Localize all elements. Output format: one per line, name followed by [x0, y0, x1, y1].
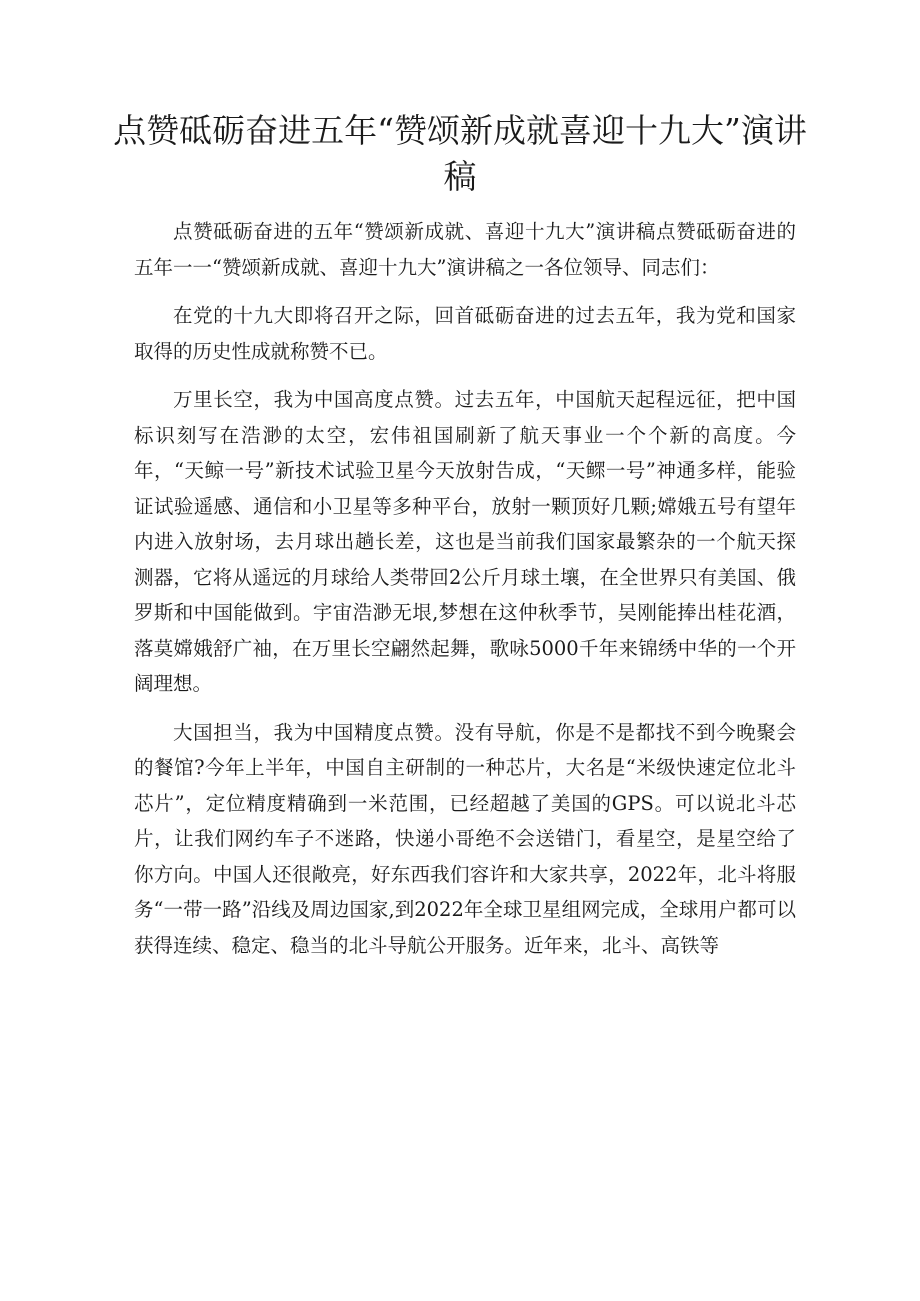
- document-title: 点赞砥砺奋进五年“赞颂新成就喜迎十九大”演讲稿: [113, 111, 807, 196]
- paragraph: 点赞砥砺奋进的五年“赞颂新成就、喜迎十九大”演讲稿点赞砥砺奋进的五年一一“赞颂新成就、喜迎十九大”演讲稿之一各位领导、同志们：: [134, 220, 796, 279]
- document-body: [134, 214, 796, 976]
- paragraph: 大国担当，我为中国精度点赞。没有导航，你是不是都找不到今晚聚会的餐馆?今年上半年，中国自主研制的一种芯片，大名是“米级快速定位北斗芯片”，定位精度精确到一米范围，已经超越了美国的GPS。可以说北斗芯片，让我们网约车子不迷路，快递小哥绝不会送错门，看星空，是星空给了你方向。中国人还很敞亮，好东西我们容许和大家共享，2022年，北斗将服务“一带一路”沿线及周边国家,到2022年全球卫星组网完成，全球用户都可以获得连续、稳定、稳当的北斗导航公开服务。近年来，北斗、高铁等: [134, 720, 796, 957]
- paragraph: 在党的十九大即将召开之际，回首砥砺奋进的过去五年，我为党和国家取得的历史性成就称赞不已。: [134, 304, 796, 363]
- paragraph: 万里长空，我为中国高度点赞。过去五年，中国航天起程远征，把中国标识刻写在浩渺的太空，宏伟祖国刷新了航天事业一个个新的高度。今年，“天鲸一号”新技术试验卫星今天放射告成，“天鳏一号”神通多样，能验证试验遥感、通信和小卫星等多种平台，放射一颗顶好几颗;嫦娥五号有望年内进入放射场，去月球出趟长差，这也是当前我们国家最繁杂的一个航天探测器，它将从遥远的月球给人类带回2公斤月球土壤，在全世界只有美国、俄罗斯和中国能做到。宇宙浩渺无垠,梦想在这仲秋季节，吴刚能捧出桂花酒，落莫嫦娥舒广袖，在万里长空翩然起舞，歌咏5000千年来锦绣中华的一个开阔理想。: [134, 388, 796, 695]
